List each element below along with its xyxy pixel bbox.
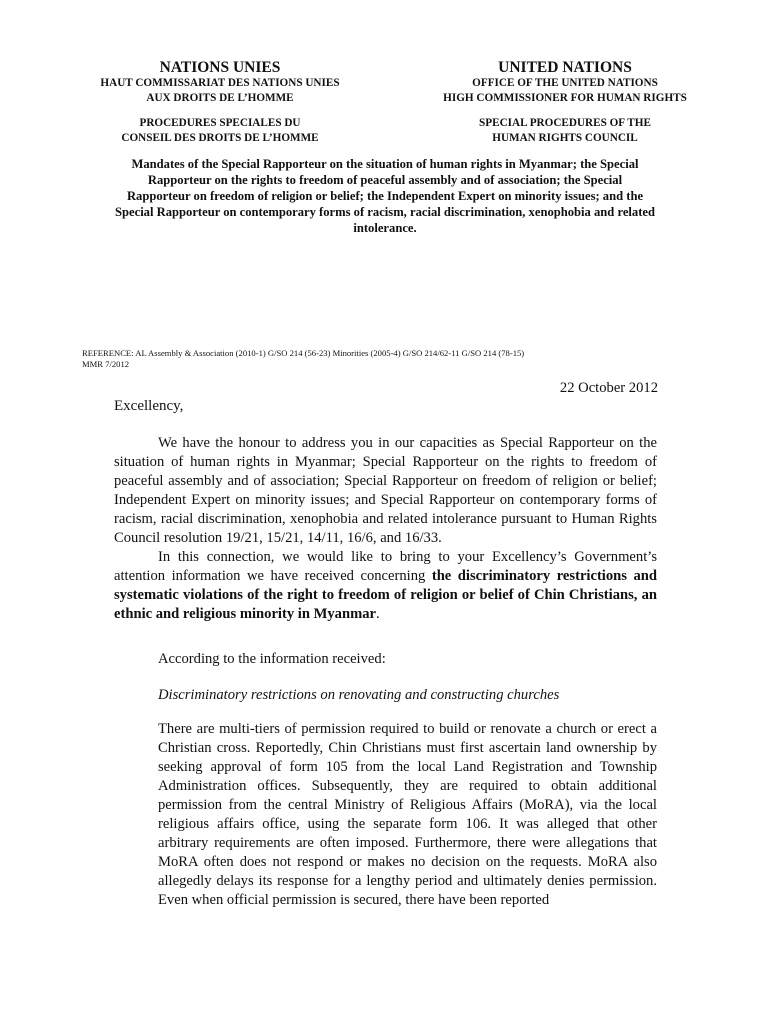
mandate-title: Mandates of the Special Rapporteur on the situation of human rights in Myanmar; the Special Rapporteur on the rights to freedom of peaceful assembly and of association; the Special Rapporteur on freedom of religion or belief; the Independent Expert on minority issues; and the Special Rapporteur on contemporary forms of racism, racial discrimination, xenophobia and related intolerance. <box>115 157 655 235</box>
section-subheading <box>158 686 657 705</box>
org-name-french: NATIONS UNIES <box>159 59 281 76</box>
salutation: Excellency, <box>114 398 184 414</box>
paragraph-intro: In this connection, we would like to bring to your Excellency’s Government’s attention information we have received concerning <box>114 549 657 584</box>
paragraph-text: According to the information received: <box>158 651 386 667</box>
reference-code: MMR 7/2012 <box>82 359 130 369</box>
reference-block <box>82 348 702 370</box>
procedures-line-1: SPECIAL PROCEDURES OF THE <box>479 117 651 129</box>
procedures-line-2: CONSEIL DES DROITS DE L’HOMME <box>121 132 319 144</box>
paragraph-permissions <box>158 720 657 910</box>
office-line-1: OFFICE OF THE UNITED NATIONS <box>472 77 658 89</box>
subheading-text: Discriminatory restrictions on renovating and constructing churches <box>158 687 560 703</box>
org-name-english: UNITED NATIONS <box>498 59 632 76</box>
procedures-line-1: PROCEDURES SPECIALES DU <box>139 117 301 129</box>
paragraph-connection <box>114 548 657 624</box>
office-line-2: HIGH COMMISSIONER FOR HUMAN RIGHTS <box>443 92 687 104</box>
paragraph-text <box>114 548 657 624</box>
paragraph-end: . <box>376 606 380 622</box>
header-english <box>420 60 710 146</box>
procedures-line-2: HUMAN RIGHTS COUNCIL <box>492 132 638 144</box>
paragraph-text: We have the honour to address you in our capacities as Special Rapporteur on the situation of human rights in Myanmar; Special Rapporteur on the rights to freedom of peaceful assembly and of association; Special Rapporteur on freedom of religion or belief; Independent Expert on minority issues; and Special Rapporteur on contemporary forms of racism, racial discrimination, xenophobia and related intolerance pursuant to Human Rights Council resolution 19/21, 15/21, 14/11, 16/6, and 16/33. <box>114 435 657 546</box>
office-line-1: HAUT COMMISSARIAT DES NATIONS UNIES <box>100 77 340 89</box>
header-french <box>70 60 370 146</box>
paragraph-mandates <box>114 434 657 548</box>
letter-date: 22 October 2012 <box>559 380 658 396</box>
reference-line: REFERENCE: AL Assembly & Association (2010-1) G/SO 214 (56-23) Minorities (2005-4) G/SO 214/62-11 G/SO 214 (78-15) <box>82 348 525 358</box>
paragraph-text: There are multi-tiers of permission required to build or renovate a church or erect a Christian cross. Reportedly, Chin Christians must first ascertain land ownership by seeking approval of form 105 from the local Land Registration and Township Administration offices. Subsequently, they are required to obtain additional permission from the central Ministry of Religious Affairs (MoRA), via the local religious affairs office, using the separate form 106. It was alleged that other arbitrary requirements are often imposed. Furthermore, there were allegations that MoRA often does not respond or makes no decision on the requests. MoRA also allegedly delays its response for a lengthy period and ultimately denies permission. Even when official permission is secured, there have been reported <box>158 721 657 908</box>
paragraph-information-intro <box>158 650 657 669</box>
paragraph-emphasis: the discriminatory restrictions and systematic violations of the right to freedom of religion or belief of Chin Christians, an ethnic and religious minority in Myanmar <box>114 568 657 622</box>
office-line-2: AUX DROITS DE L’HOMME <box>146 92 294 104</box>
